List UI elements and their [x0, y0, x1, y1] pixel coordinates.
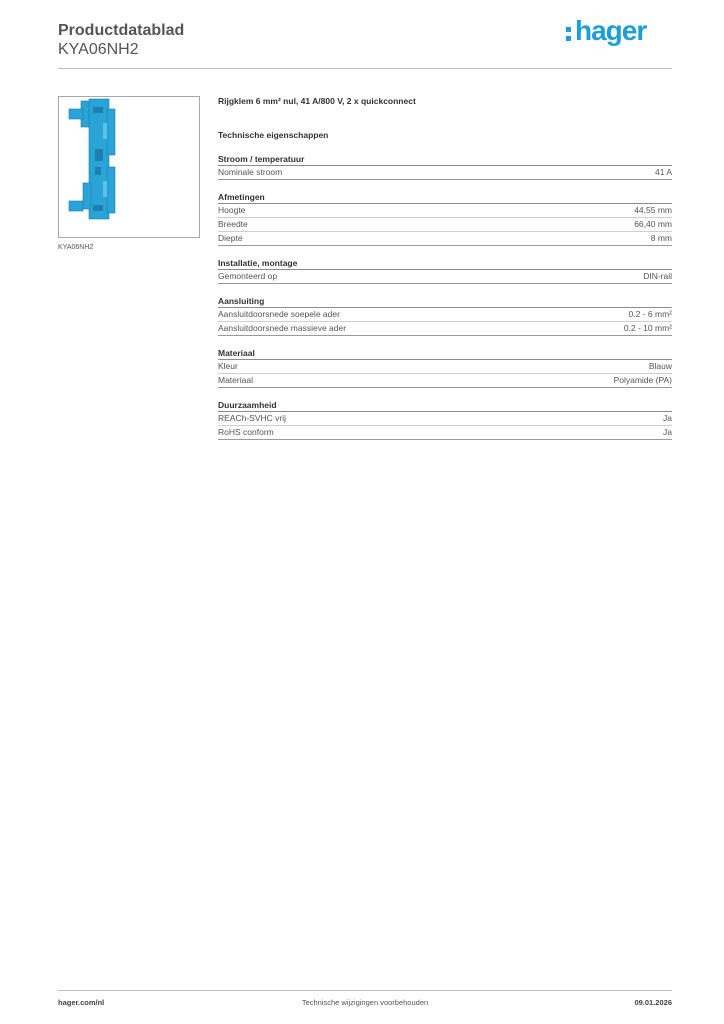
product-description: Rijgklem 6 mm² nul, 41 A/800 V, 2 x quickconnect: [218, 96, 416, 106]
spec-group: [218, 154, 672, 180]
footer-date: 09.01.2026: [634, 998, 672, 1007]
spec-row: [218, 374, 672, 388]
spec-row: [218, 360, 672, 374]
spec-value: 41 A: [654, 167, 672, 177]
spec-group-title: Installatie, montage: [218, 258, 672, 270]
spec-group-title: Stroom / temperatuur: [218, 154, 672, 166]
spec-group: [218, 192, 672, 246]
hager-logo: [566, 14, 662, 50]
spec-value: Ja: [663, 413, 672, 423]
spec-row: [218, 204, 672, 218]
spec-label: REACh-SVHC vrij: [218, 413, 287, 423]
spec-value: Blauw: [648, 361, 672, 371]
footer-divider: [58, 990, 672, 991]
spec-group-title: Materiaal: [218, 348, 672, 360]
logo-text: hager: [575, 15, 647, 46]
spec-label: Kleur: [218, 361, 238, 371]
spec-label: RoHS conform: [218, 427, 274, 437]
spec-row: [218, 322, 672, 336]
spec-row: [218, 426, 672, 440]
footer-disclaimer: Technische wijzigingen voorbehouden: [301, 998, 429, 1007]
spec-label: Gemonteerd op: [218, 271, 278, 281]
spec-group: [218, 348, 672, 388]
spec-group: [218, 258, 672, 284]
product-details: [218, 96, 672, 440]
product-image-frame: [58, 96, 200, 238]
spec-group-title: Afmetingen: [218, 192, 672, 204]
logo-dots-icon: [566, 27, 572, 45]
spec-row: [218, 232, 672, 246]
spec-row: [218, 412, 672, 426]
spec-label: Materiaal: [218, 375, 253, 385]
product-image-caption: KYA06NH2: [58, 244, 94, 251]
spec-label: Aansluitdoorsnede soepele ader: [218, 309, 340, 319]
spec-group: [218, 296, 672, 336]
spec-label: Breedte: [218, 219, 248, 229]
spec-row: [218, 218, 672, 232]
spec-label: Aansluitdoorsnede massieve ader: [218, 323, 347, 333]
spec-group: [218, 400, 672, 440]
header-divider: [58, 68, 672, 69]
spec-value: 8 mm: [650, 233, 672, 243]
spec-group-title: Aansluiting: [218, 296, 672, 308]
spec-row: [218, 270, 672, 284]
spec-value: Ja: [663, 427, 672, 437]
footer-website-link[interactable]: hager.com/nl: [58, 998, 105, 1007]
spec-label: Nominale stroom: [218, 167, 283, 177]
spec-value: DIN-rail: [643, 271, 672, 281]
spec-value: Polyamide (PA): [613, 375, 672, 385]
spec-value: 0.2 - 10 mm²: [623, 323, 672, 333]
spec-group-title: Duurzaamheid: [218, 400, 672, 412]
spec-row: [218, 166, 672, 180]
spec-value: 66,40 mm: [634, 219, 672, 229]
spec-value: 44,55 mm: [634, 205, 672, 215]
product-code: KYA06NH2: [58, 41, 139, 58]
document-title: Productdatablad: [58, 22, 185, 39]
document-header: [58, 21, 184, 59]
spec-label: Diepte: [218, 233, 243, 243]
spec-row: [218, 308, 672, 322]
section-title: Technische eigenschappen: [218, 130, 329, 140]
product-terminal-block-image: [59, 97, 199, 237]
spec-label: Hoogte: [218, 205, 246, 215]
spec-value: 0.2 - 6 mm²: [628, 309, 672, 319]
